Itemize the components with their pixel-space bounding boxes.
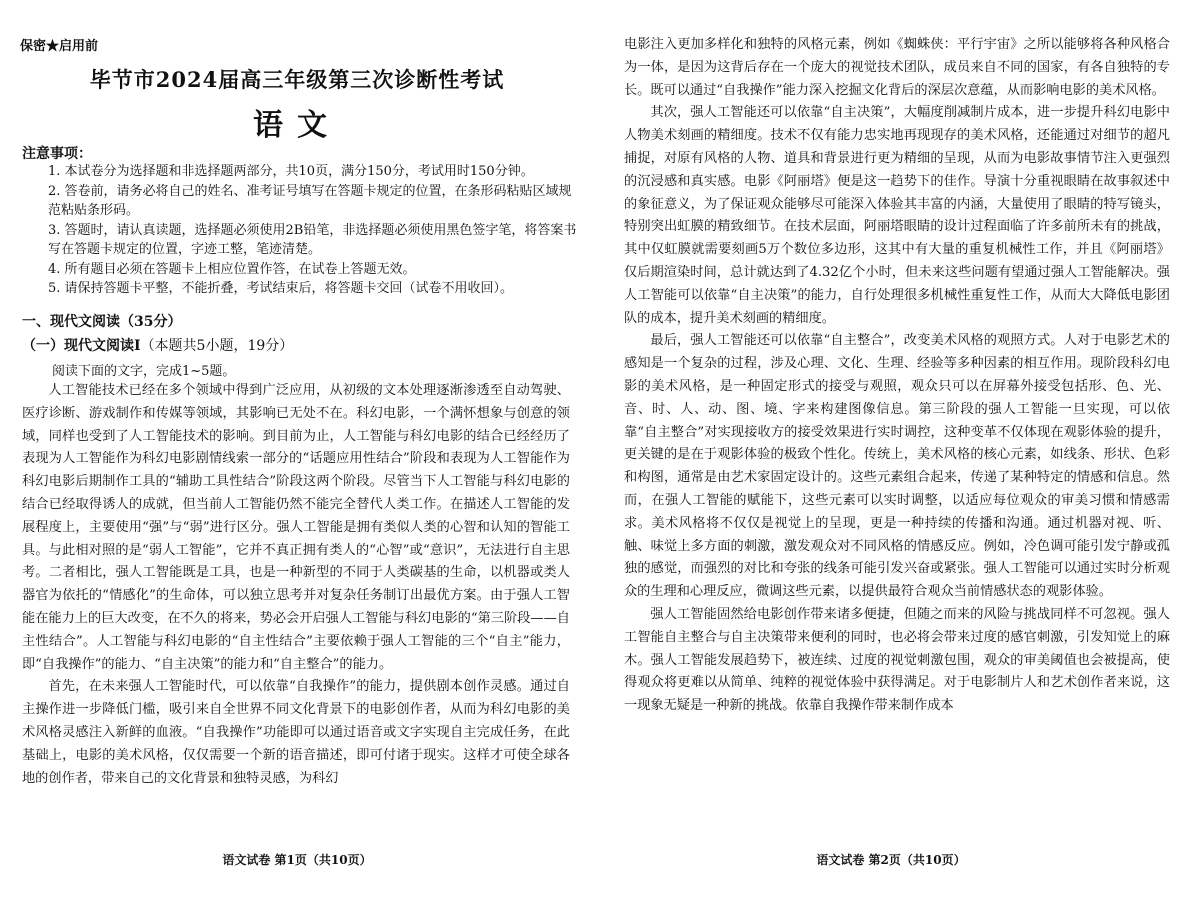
page-footer: 语文试卷 第1页（共10页）	[222, 853, 372, 867]
article-paragraph-continued: 电影注入更加多样化和独特的风格元素，例如《蜘蛛侠：平行宇宙》之所以能够将各种风格合为一体，是因为这背后存在一个庞大的视觉技术团队，成员来自不同的国家，有各自独特的专长。既可以通过“自我操作”能力深入挖掘文化背后的深层次意蕴，从而影响电影的美术风格。	[624, 37, 1170, 98]
reading-instruction: 阅读下面的文字，完成1~5题。	[52, 364, 236, 379]
notice-heading: 注意事项：	[22, 146, 92, 162]
article-paragraph: 强人工智能固然给电影创作带来诸多便捷，但随之而来的风险与挑战同样不可忽视。强人工智能自主整合与自主决策带来便利的同时，也必将会带来过度的感官刺激，引发知觉上的麻木。强人工智能发展趋势下，被连续、过度的视觉刺激包围，观众的审美阈值也会被提高，使得观众将更难以从简单、纯粹的视觉体验中获得满足。对于电影制片人和艺术创作者来说，这一现象无疑是一种新的挑战。依靠自我操作带来制作成本	[624, 606, 1170, 714]
notice-item: 4. 所有题目必须在答题卡上相应位置作答，在试卷上答题无效。	[48, 261, 416, 277]
confidential-label: 保密★启用前	[20, 39, 99, 54]
notice-item: 5. 请保持答题卡平整，不能折叠，考试结束后，将答题卡交回（试卷不用收回）。	[48, 281, 514, 296]
article-paragraph: 首先，在未来强人工智能时代，可以依靠“自我操作”的能力，提供剧本创作灵感。通过自主操作进一步降低门槛，吸引来自全世界不同文化背景下的电影创作者，从而为科幻电影的美术风格灵感注入新鲜的血液。“自我操作”功能即可以通过语音或文字实现自主完成任务，在此基础上，电影的美术风格，仅仅需要一个新的语音描述，即可付诸于现实。这样才可使全球各地的创作者，带来自己的文化背景和独特灵感，为科幻	[22, 679, 570, 786]
page-footer: 语文试卷 第2页（共10页）	[816, 853, 966, 867]
notice-item: 2. 答卷前，请务必将自己的姓名、准考证号填写在答题卡规定的位置，在条形码粘贴区域规范粘贴条形码。	[48, 183, 572, 218]
article-paragraph: 人工智能技术已经在多个领域中得到广泛应用，从初级的文本处理逐渐渗透至自动驾驶、医疗诊断、游戏制作和传媒等领域，其影响已无处不在。科幻电影，一个满怀想象与创意的领域，同样也受到了人工智能技术的影响。到目前为止，人工智能与科幻电影的结合已经经历了表现为人工智能作为科幻电影剧情线索一部分的“话题应用性结合”阶段和表现为人工智能作为科幻电影后期制作工具的“辅助工具性结合”阶段这两个阶段。尽管当下人工智能与科幻电影的结合已经取得诱人的成就，但当前人工智能仍然不能完全替代人类工作。在描述人工智能的发展程度上，主要使用“强”与“弱”进行区分。强人工智能是拥有类似人类的心智和认知的智能工具。与此相对照的是“弱人工智能”，它并不真正拥有类人的“心智”或“意识”，无法进行自主思考。二者相比，强人工智能既是工具，也是一种新型的不同于人类碳基的生命，以机器或类人器官为依托的“情感化”的生命体，可以独立思考并对复杂任务制订出最优方案。由于强人工智能在能力上的巨大改变，在不久的将来，势必会开启强人工智能与科幻电影的“第三阶段——自主性结合”。人工智能与科幻电影的“自主性结合”主要依赖于强人工智能的三个“自主”能力，即“自我操作”的能力、“自主决策”的能力和“自主整合”的能力。	[22, 383, 570, 672]
article-paragraph: 最后，强人工智能还可以依靠“自主整合”，改变美术风格的观照方式。人对于电影艺术的感知是一个复杂的过程，涉及心理、文化、生理、经验等多种因素的相互作用。现阶段科幻电影的美术风格，是一种固定形式的接受与观照，观众只可以在屏幕外接受包括形、色、光、音、时、人、动、图、境、字来构建图像信息。第三阶段的强人工智能一旦实现，可以依靠“自主整合”对实现接收方的接受效果进行实时调控，这种变革不仅体现在观影体验的提升，更关键的是在于观影体验的极致个性化。传统上，美术风格的核心元素，如线条、形状、色彩和构图，通常是由艺术家固定设计的。这些元素组合起来，传递了某种特定的情感和信息。然而，在强人工智能的赋能下，这些元素可以实时调整，以适应每位观众的审美习惯和情感需求。美术风格将不仅仅是视觉上的呈现，更是一种持续的传播和沟通。通过机器对视、听、触、味觉上多方面的刺激，激发观众对不同风格的情感反应。例如，冷色调可能引发宁静或孤独的感觉，而强烈的对比和夸张的线条可能引发兴奋或紧张。强人工智能可以通过实时分析观众的生理和心理反应，微调这些元素，以提供最符合观众当前情感状态的观影体验。	[624, 333, 1170, 600]
article-body-page-two	[624, 34, 1170, 718]
subject-title: 语文	[253, 108, 341, 143]
notice-list	[48, 162, 578, 299]
notice-item: 1. 本试卷分为选择题和非选择题两部分，共10页，满分150分，考试用时150分钟。	[48, 164, 534, 179]
exam-title: 毕节市2024届高三年级第三次诊断性考试	[89, 67, 505, 92]
sub-section-heading	[22, 335, 293, 355]
section-heading: 一、现代文阅读（35分）	[22, 314, 182, 330]
page-two	[594, 0, 1188, 900]
article-paragraph: 其次，强人工智能还可以依靠“自主决策”，大幅度削减制片成本，进一步提升科幻电影中人物美术刻画的精细度。技术不仅有能力忠实地再现现存的美术风格，还能通过对细节的超凡捕捉，对原有风格的人物、道具和背景进行更为精细的呈现，从而为电影故事情节注入更强烈的沉浸感和真实感。电影《阿丽塔》便是这一趋势下的佳作。导演十分重视眼睛在故事叙述中的象征意义，为了保证观众能够尽可能深入体验其丰富的内涵，大量使用了眼睛的特写镜头，特别突出虹膜的精致细节。在技术层面，阿丽塔眼睛的设计过程面临了许多前所未有的挑战，其中仅虹膜就需要刻画5万个数位多边形，这其中有大量的重复机械性工作，并且《阿丽塔》仅后期渲染时间，总计就达到了4.32亿个小时，但未来这些问题有望通过强人工智能解决。强人工智能可以依靠“自主决策”的能力，自行处理很多机械性重复性工作，从而大大降低电影团队的成本，提升美术刻画的精细度。	[624, 105, 1170, 326]
sub-section-meta: （本题共5小题，19分）	[140, 338, 294, 354]
sub-section-title: （一）现代文阅读Ⅰ	[22, 338, 141, 354]
notice-item: 3. 答题时，请认真读题，选择题必须使用2B铅笔，非选择题必须使用黑色签字笔，将答案书写在答题卡规定的位置，字迹工整，笔迹清楚。	[48, 222, 577, 257]
article-body-page-one	[22, 380, 570, 790]
